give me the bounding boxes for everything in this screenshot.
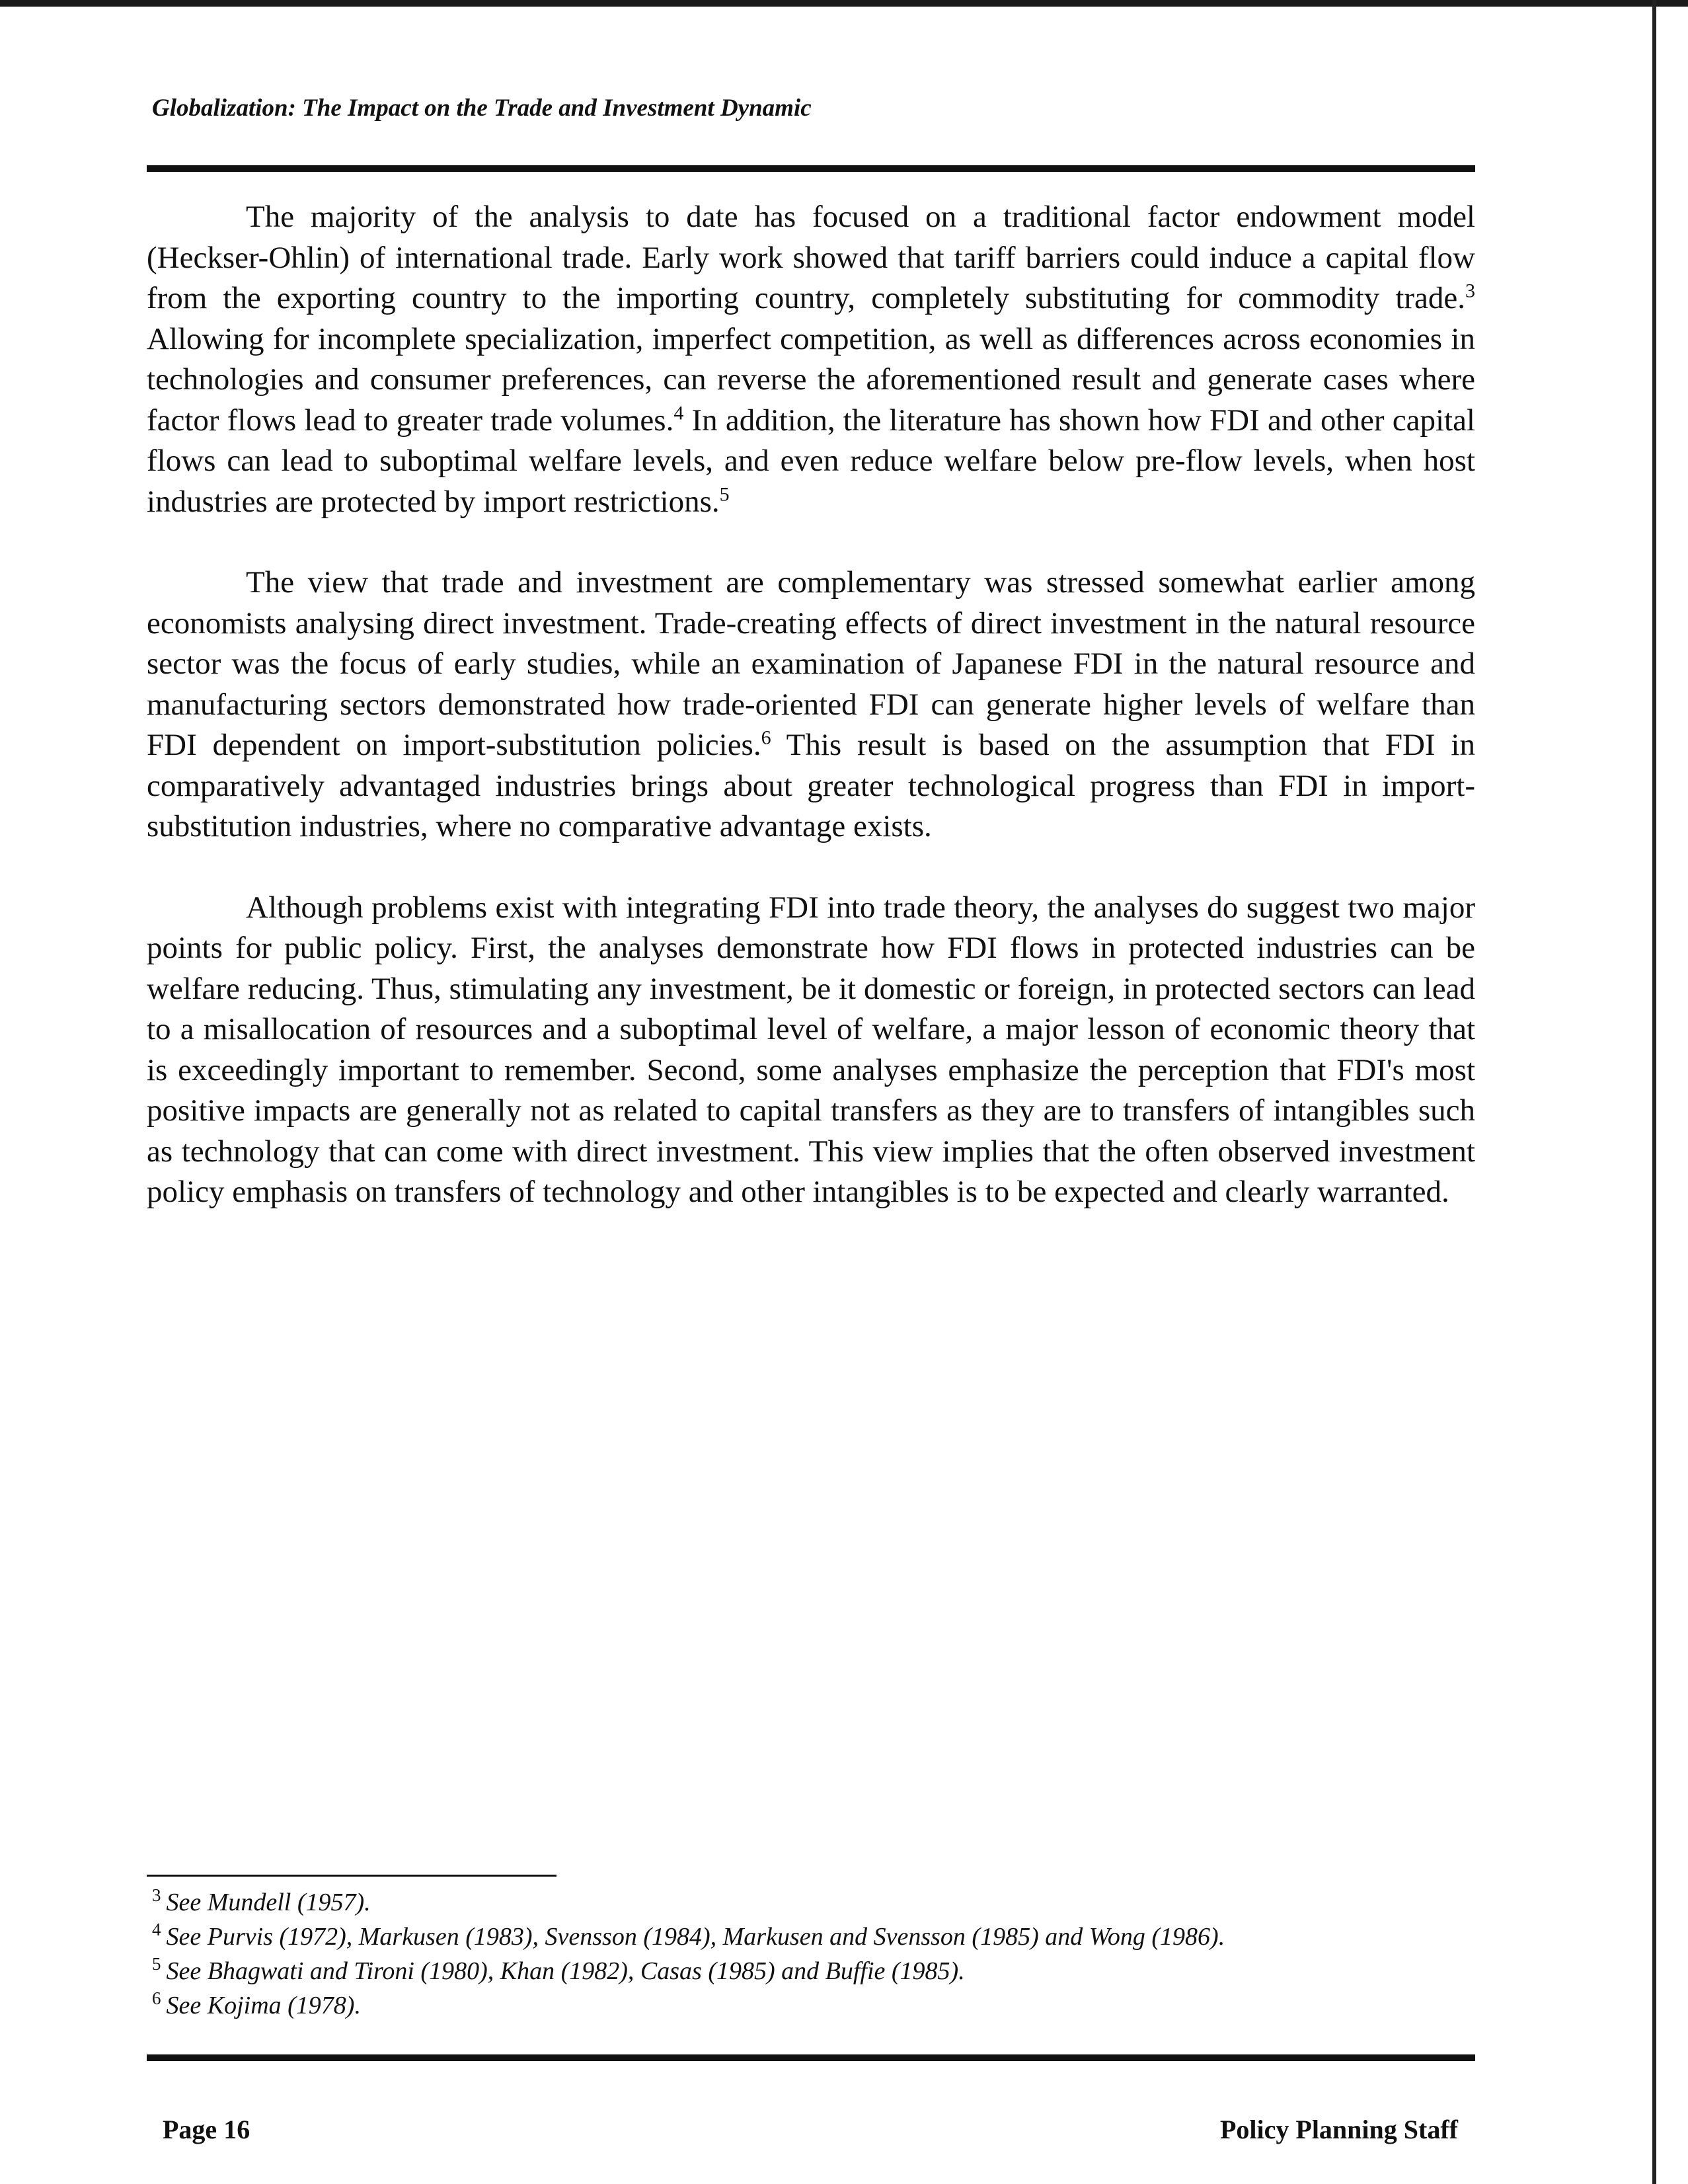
paragraph-3 [147,888,1475,1213]
footer-rule [147,2054,1475,2061]
paragraph-3-run-1: Although problems exist with integrating FDI into trade theory, the analyses do suggest two major points for public policy. First, the analyses demonstrate how FDI flows in protected industries can be welfare reducing. Thus, stimulating any investment, be it domestic or foreign, in protected sectors can lead to a misallocation of resources and a suboptimal level of welfare, a major lesson of economic theory that is exceedingly important to remember. Second, some analyses emphasize the perception that FDI's most positive impacts are generally not as related to capital transfers as they are to transfers of intangibles such as technology that can come with direct investment. This view implies that the often observed investment policy emphasis on transfers of technology and other intangibles is to be expected and clearly warranted. [147,890,1475,1209]
footnote-number: 3 [152,1885,161,1906]
footnote-ref-5: 5 [719,483,730,505]
footnote-text: See Bhagwati and Tironi (1980), Khan (1982), Casas (1985) and Buffie (1985). [166,1957,965,1985]
paragraph-1-run-1: The majority of the analysis to date has focused on a traditional factor endowment model (Heckser-Ohlin) of international trade. Early work showed that tariff barriers could induce a capital flow from the exporting country to the importing country, completely substituting for commodity trade. [147,200,1475,315]
footnote-4 [152,1920,1474,1954]
paragraph-2-run-1: The view that trade and investment are complementary was stressed somewhat earlier among economists analysing direct investment. Trade-creating effects of direct investment in the natural resource sector was the focus of early studies, while an examination of Japanese FDI in the natural resource and manufacturing sectors demonstrated how trade-oriented FDI can generate higher levels of welfare than FDI dependent on import-substitution policies. [147,565,1475,762]
footnotes [152,1885,1474,2023]
paragraph-2-run-2: This result is based on the assumption that FDI in comparatively advantaged industries brings about greater technological progress than FDI in import-substitution industries, where no comparative advantage exists. [147,728,1475,843]
footnote-ref-6: 6 [761,726,771,749]
footnote-6 [152,1988,1474,2023]
paragraph-1-run-2: Allowing for incomplete specialization, imperfect competition, as well as differences across economies in technologies and consumer preferences, can reverse the aforementioned result and generate cases where factor flows lead to greater trade volumes. [147,321,1475,438]
scan-edge-right [1652,0,1656,2184]
running-header: Globalization: The Impact on the Trade and Investment Dynamic [152,95,812,122]
footnote-text: See Kojima (1978). [166,1992,361,2019]
footnote-number: 4 [152,1920,161,1940]
paragraph-1 [147,197,1475,522]
header-rule [147,165,1475,172]
footnote-number: 5 [152,1954,161,1974]
page-number: Page 16 [163,2115,250,2144]
footnote-ref-3: 3 [1465,280,1475,302]
footnote-ref-4: 4 [673,401,684,424]
paragraph-1-run-3: In addition, the literature has shown how FDI and other capital flows can lead to suboptimal welfare levels, and even reduce welfare below pre-flow levels, when host industries are protected by import restrictions. [147,403,1475,519]
paragraph-2 [147,563,1475,847]
footnote-separator [147,1875,556,1877]
body-text [147,197,1475,1253]
footer-organization: Policy Planning Staff [1219,2115,1458,2144]
footnote-3 [152,1885,1474,1920]
footnote-text: See Purvis (1972), Markusen (1983), Svensson (1984), Markusen and Svensson (1985) and Wong (1986). [166,1923,1225,1951]
footnote-number: 6 [152,1988,161,2009]
scan-edge-top [0,0,1688,7]
footnote-text: See Mundell (1957). [166,1889,371,1916]
footnote-5 [152,1954,1474,1988]
